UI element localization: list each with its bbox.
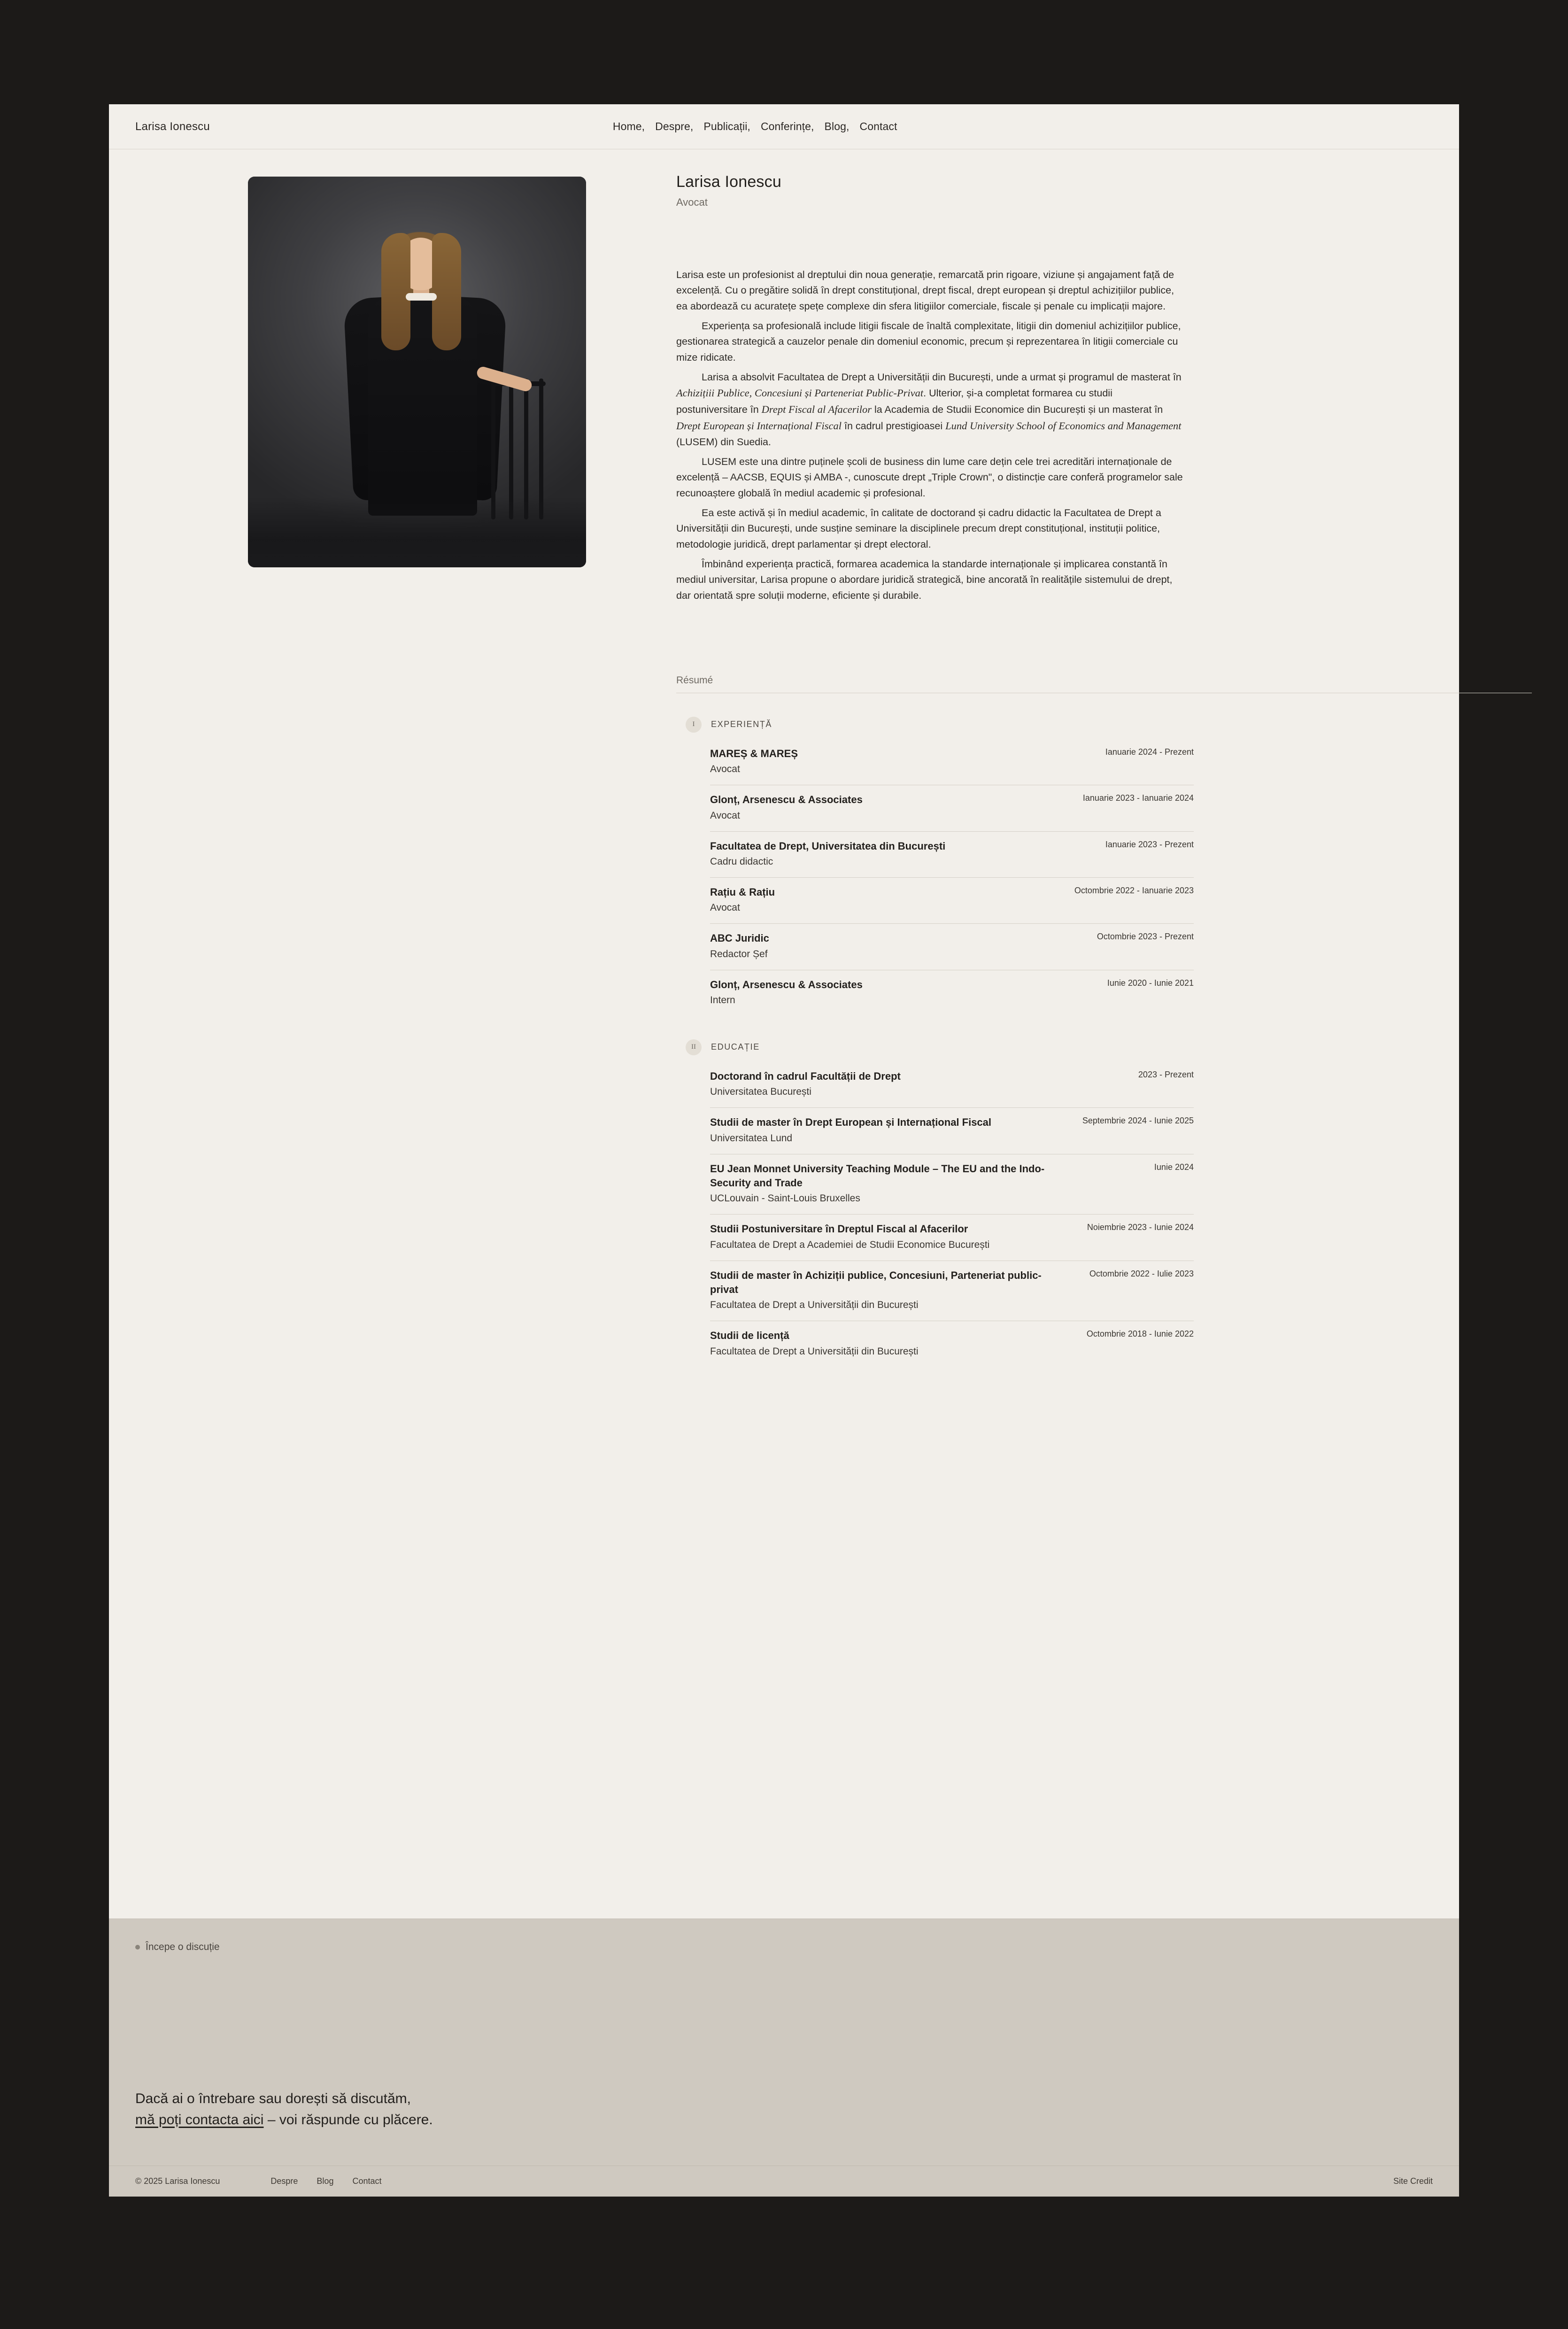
experience-list <box>710 743 1194 1016</box>
entry-date: Ianuarie 2023 - Prezent <box>1105 839 1194 849</box>
footer-link-contact[interactable]: Contact <box>352 2176 382 2186</box>
list-item <box>710 785 1194 831</box>
footer-link-despre[interactable]: Despre <box>270 2176 298 2186</box>
entry-title: Glonț, Arsenescu & Associates <box>710 978 863 990</box>
bio-paragraph: Larisa a absolvit Facultatea de Drept a Universității din București, unde a urmat și programul de masterat în Achizițiii Publice, Concesiuni și Parteneriat Public-Privat. Ulterior, și-a completat formarea cu studii postuniversitare în Drept Fiscal al Afacerilor la Academia de Studii Economice din București și un masterat în Drept European și Internațional Fiscal în cadrul prestigioasei Lund University School of Economics and Management (LUSEM) din Suedia. <box>676 371 1182 448</box>
figure-hair-left <box>381 233 410 350</box>
list-item <box>710 1321 1194 1367</box>
entry-subtitle: Intern <box>710 994 735 1006</box>
biography <box>676 267 1186 604</box>
bio-paragraph: LUSEM este una dintre puținele școli de business din lume care dețin cele trei acreditări internaționale de excelență – AACSB, EQUIS și AMBA -, cunoscute drept „Triple Crown", o distincție care conferă programelor sale recunoaștere globală în mediul academic și profesional. <box>676 456 1183 499</box>
entry-title: MAREȘ & MAREȘ <box>710 747 798 759</box>
entry-subtitle: Avocat <box>710 810 740 821</box>
title-block <box>676 149 1244 209</box>
resume-section-header-experience <box>686 717 1244 733</box>
nav-item-publicatii[interactable]: Publicații, <box>703 120 750 132</box>
site-footer <box>109 1919 1459 2197</box>
entry-subtitle: Redactor Șef <box>710 948 768 959</box>
section-number: II <box>686 1039 702 1055</box>
copyright: © 2025 Larisa Ionescu <box>135 2176 220 2186</box>
list-item <box>710 1214 1194 1260</box>
entry-subtitle: Facultatea de Drept a Universității din București <box>710 1300 919 1311</box>
page-container <box>109 104 1459 2197</box>
entry-date: Ianuarie 2024 - Prezent <box>1105 747 1194 757</box>
entry-subtitle: UCLouvain - Saint-Louis Bruxelles <box>710 1193 860 1204</box>
list-item <box>710 1261 1194 1321</box>
entry-title: Studii Postuniversitare în Dreptul Fiscal al Afacerilor <box>710 1223 968 1235</box>
entry-title: Studii de master în Drept European și Internațional Fiscal <box>710 1116 992 1129</box>
entry-title: Studii de master în Achiziții publice, Concesiuni, Parteneriat public-privat <box>710 1269 1042 1295</box>
list-item <box>710 877 1194 923</box>
contact-cta-line2: – voi răspunde cu plăcere. <box>263 2112 433 2128</box>
entry-title: EU Jean Monnet University Teaching Module – The EU and the Indo-Security and Trade <box>710 1162 1045 1189</box>
education-list <box>710 1066 1194 1367</box>
entry-subtitle: Facultatea de Drept a Universității din București <box>710 1346 919 1357</box>
section-title: EDUCAȚIE <box>711 1042 760 1052</box>
entry-title: Rațiu & Rațiu <box>710 886 775 898</box>
page-subtitle: Avocat <box>676 196 708 208</box>
contact-cta <box>135 2088 433 2130</box>
entry-title: Studii de licență <box>710 1330 789 1342</box>
nav-item-blog[interactable]: Blog, <box>824 120 850 132</box>
entry-date: Octombrie 2022 - Iulie 2023 <box>1089 1269 1194 1278</box>
contact-cta-line1: Dacă ai o întrebare sau dorești să discutăm, <box>135 2091 411 2106</box>
footer-bar <box>109 2166 1459 2197</box>
footer-link-blog[interactable]: Blog <box>317 2176 334 2186</box>
list-item <box>710 923 1194 969</box>
start-conversation[interactable] <box>135 1942 220 1953</box>
list-item <box>710 831 1194 877</box>
entry-date: 2023 - Prezent <box>1138 1069 1194 1079</box>
entry-subtitle: Universitatea București <box>710 1086 811 1098</box>
bio-paragraph: Experiența sa profesională include litigii fiscale de înaltă complexitate, litigii din domeniul achizițiilor publice, gestionarea strategică a cauzelor penale din domeniul economic, precum și reprezentarea în litigii comerciale cu mize ridicate. <box>676 320 1181 363</box>
entry-date: Septembrie 2024 - Iunie 2025 <box>1082 1116 1194 1126</box>
start-conversation-label: Începe o discuție <box>146 1942 220 1952</box>
entry-subtitle: Avocat <box>710 902 740 913</box>
entry-date: Octombrie 2018 - Iunie 2022 <box>1086 1329 1194 1339</box>
entry-date: Iunie 2020 - Iunie 2021 <box>1107 978 1194 988</box>
figure-necklace <box>406 293 437 301</box>
bio-paragraph: Larisa este un profesionist al dreptului din noua generație, remarcată prin rigoare, viziune și angajament față de excelență. Cu o pregătire solidă în drept constituțional, drept fiscal, drept european și dreptul achizițiilor publice, ea abordează cu acuratețe spețe complexe din sfera litigiilor comerciale, fiscale și penale cu implicații majore. <box>676 269 1174 312</box>
entry-subtitle: Cadru didactic <box>710 856 773 867</box>
entry-title: Glonț, Arsenescu & Associates <box>710 794 863 806</box>
nav-item-despre[interactable]: Despre, <box>655 120 694 132</box>
section-title: EXPERIENȚĂ <box>711 720 772 729</box>
footer-links <box>270 2176 381 2186</box>
figure-hair-right <box>432 233 461 350</box>
entry-date: Iunie 2024 <box>1154 1162 1194 1172</box>
entry-subtitle: Avocat <box>710 764 740 775</box>
list-item <box>710 1154 1194 1215</box>
entry-subtitle: Universitatea Lund <box>710 1132 793 1144</box>
contact-link[interactable]: mă poți contacta aici <box>135 2112 264 2128</box>
nav-item-contact[interactable]: Contact <box>859 120 897 132</box>
page-title: Larisa Ionescu <box>676 173 781 191</box>
brand-logo[interactable]: Larisa Ionescu <box>135 120 210 133</box>
list-item <box>710 970 1194 1016</box>
text-column <box>676 149 1244 1367</box>
entry-title: ABC Juridic <box>710 932 769 944</box>
nav-item-home[interactable]: Home, <box>612 120 645 132</box>
list-item <box>710 743 1194 785</box>
nav-item-conferinte[interactable]: Conferințe, <box>760 120 814 132</box>
entry-subtitle: Facultatea de Drept a Academiei de Studii Economice București <box>710 1239 990 1250</box>
entry-date: Octombrie 2023 - Prezent <box>1097 932 1194 942</box>
bio-paragraph: Ea este activă și în mediul academic, în calitate de doctorand și cadru didactic la Facultatea de Drept a Universității din București, unde susține seminare la disciplinele precum drept constituțional, instituții politice, metodologie juridică, drept parlamentar și drept electoral. <box>676 507 1161 550</box>
entry-date: Ianuarie 2023 - Ianuarie 2024 <box>1082 793 1194 803</box>
entry-date: Octombrie 2022 - Ianuarie 2023 <box>1074 885 1194 895</box>
bio-paragraph: Îmbinând experiența practică, formarea academica la standarde internaționale și implicarea constantă în mediul universitar, Larisa propune o abordare juridică strategică, bine ancorată în realitățile sistemului de drept, dar orientată spre soluții moderne, eficiente și durabile. <box>676 558 1173 601</box>
site-credit[interactable]: Site Credit <box>1393 2176 1433 2186</box>
main-navigation <box>613 120 897 133</box>
list-item <box>710 1107 1194 1153</box>
portrait-photo <box>248 177 586 567</box>
resume-section-header-education <box>686 1039 1244 1055</box>
site-header <box>109 104 1459 149</box>
section-number: I <box>686 717 702 733</box>
portrait-floor-gradient <box>248 497 586 567</box>
entry-title: Facultatea de Drept, Universitatea din București <box>710 840 946 852</box>
resume-heading: Résumé <box>676 675 1532 693</box>
list-item <box>710 1066 1194 1107</box>
status-dot-icon <box>135 1945 140 1950</box>
entry-date: Noiembrie 2023 - Iunie 2024 <box>1087 1223 1194 1232</box>
main-content <box>109 149 1459 1919</box>
entry-title: Doctorand în cadrul Facultății de Drept <box>710 1070 901 1082</box>
